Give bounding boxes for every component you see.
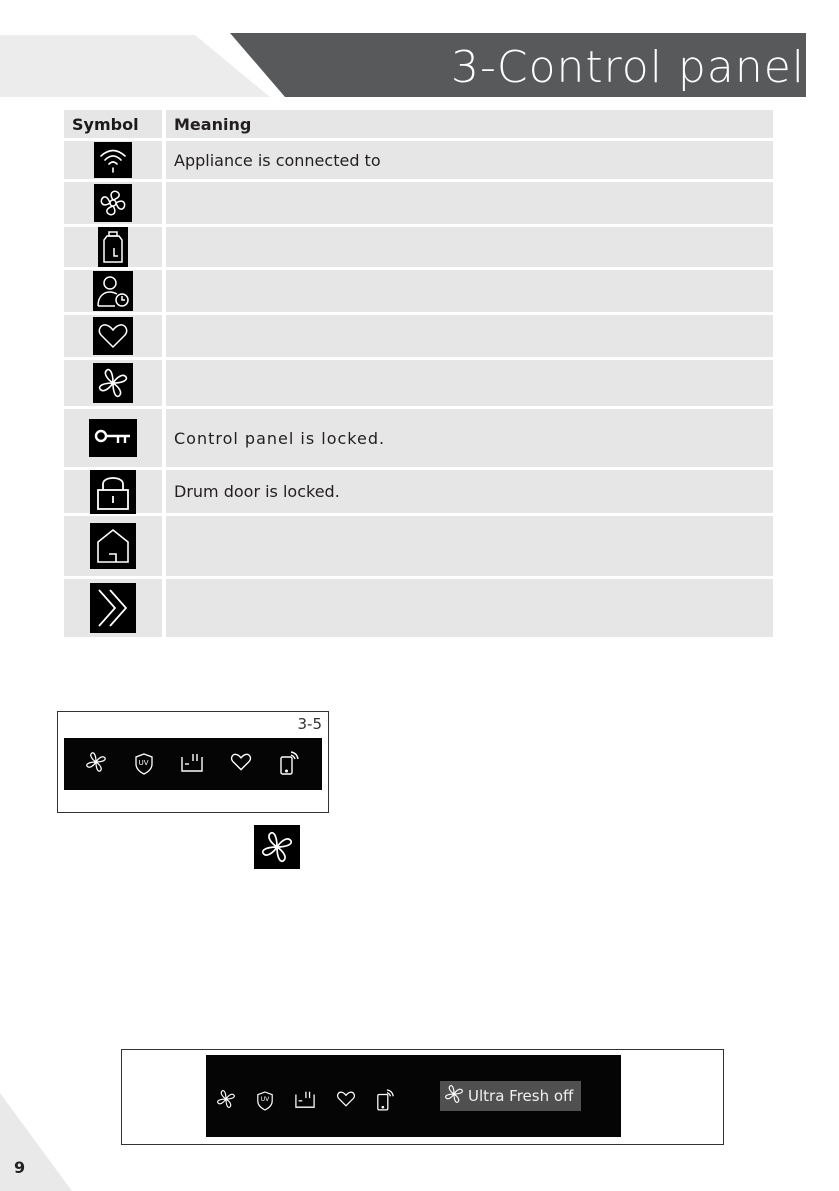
- table-row: [64, 227, 773, 267]
- ultra-fresh-fan-icon: [85, 751, 107, 777]
- meaning-text: Appliance is connected to: [166, 141, 773, 179]
- ultra-fresh-status-text: Ultra Fresh off: [468, 1087, 574, 1105]
- meaning-text: [166, 360, 773, 406]
- ultra-fresh-fan-icon: [93, 363, 133, 403]
- ultra-fresh-fan-icon: [444, 1084, 464, 1108]
- table-row: [64, 360, 773, 406]
- table-header-row: [64, 110, 773, 138]
- padlock-icon: [90, 470, 136, 514]
- display-strip: [206, 1055, 621, 1137]
- symbol-table: [64, 110, 773, 640]
- meaning-text: Control panel is locked.: [166, 409, 773, 467]
- uv-label: UV: [260, 1096, 270, 1103]
- wifi-icon: [94, 142, 132, 178]
- double-chevron-icon: [90, 583, 136, 633]
- table-row: [64, 270, 773, 312]
- meaning-text: Drum door is locked.: [166, 470, 773, 513]
- control-panel-figure: [57, 711, 329, 813]
- meaning-text: [166, 227, 773, 267]
- page-corner: [0, 1093, 72, 1191]
- ultra-fresh-fan-icon: [254, 825, 300, 869]
- phone-remote-icon: [376, 1087, 396, 1115]
- table-row: [64, 315, 773, 357]
- ultra-fresh-off-figure: [121, 1049, 724, 1145]
- key-icon: [89, 419, 137, 457]
- page-title: 3-Control panel: [451, 42, 805, 93]
- uv-shield-icon: [134, 753, 154, 775]
- table-row: [64, 182, 773, 224]
- heart-icon: [336, 1091, 356, 1111]
- home-icon: [90, 523, 136, 569]
- meaning-text: [166, 270, 773, 312]
- meaning-text: [166, 516, 773, 576]
- uv-shield-icon: [256, 1091, 274, 1111]
- page-number: 9: [14, 1158, 26, 1177]
- phone-remote-icon: [279, 749, 301, 779]
- detergent-bottle-icon: [98, 227, 128, 267]
- uv-label: UV: [138, 759, 149, 767]
- meaning-text: [166, 182, 773, 224]
- meaning-text: [166, 315, 773, 357]
- display-strip: [64, 738, 322, 790]
- column-header-symbol: Symbol: [64, 110, 162, 138]
- heart-icon: [230, 753, 252, 775]
- meaning-text: [166, 579, 773, 637]
- table-row: [64, 470, 773, 513]
- table-row: [64, 409, 773, 467]
- fan-flower-icon: [94, 184, 132, 222]
- table-row: [64, 516, 773, 576]
- table-row: [64, 579, 773, 637]
- header-left-band: [0, 35, 270, 97]
- column-header-meaning: Meaning: [166, 110, 773, 138]
- figure-label: 3-5: [297, 715, 322, 733]
- table-row: [64, 141, 773, 179]
- water-tub-icon: [180, 751, 204, 777]
- ultra-fresh-status-badge: [440, 1081, 581, 1111]
- heart-icon: [93, 317, 133, 355]
- user-clock-icon: [93, 271, 133, 311]
- water-tub-icon: [294, 1089, 316, 1113]
- ultra-fresh-fan-icon: [216, 1089, 236, 1113]
